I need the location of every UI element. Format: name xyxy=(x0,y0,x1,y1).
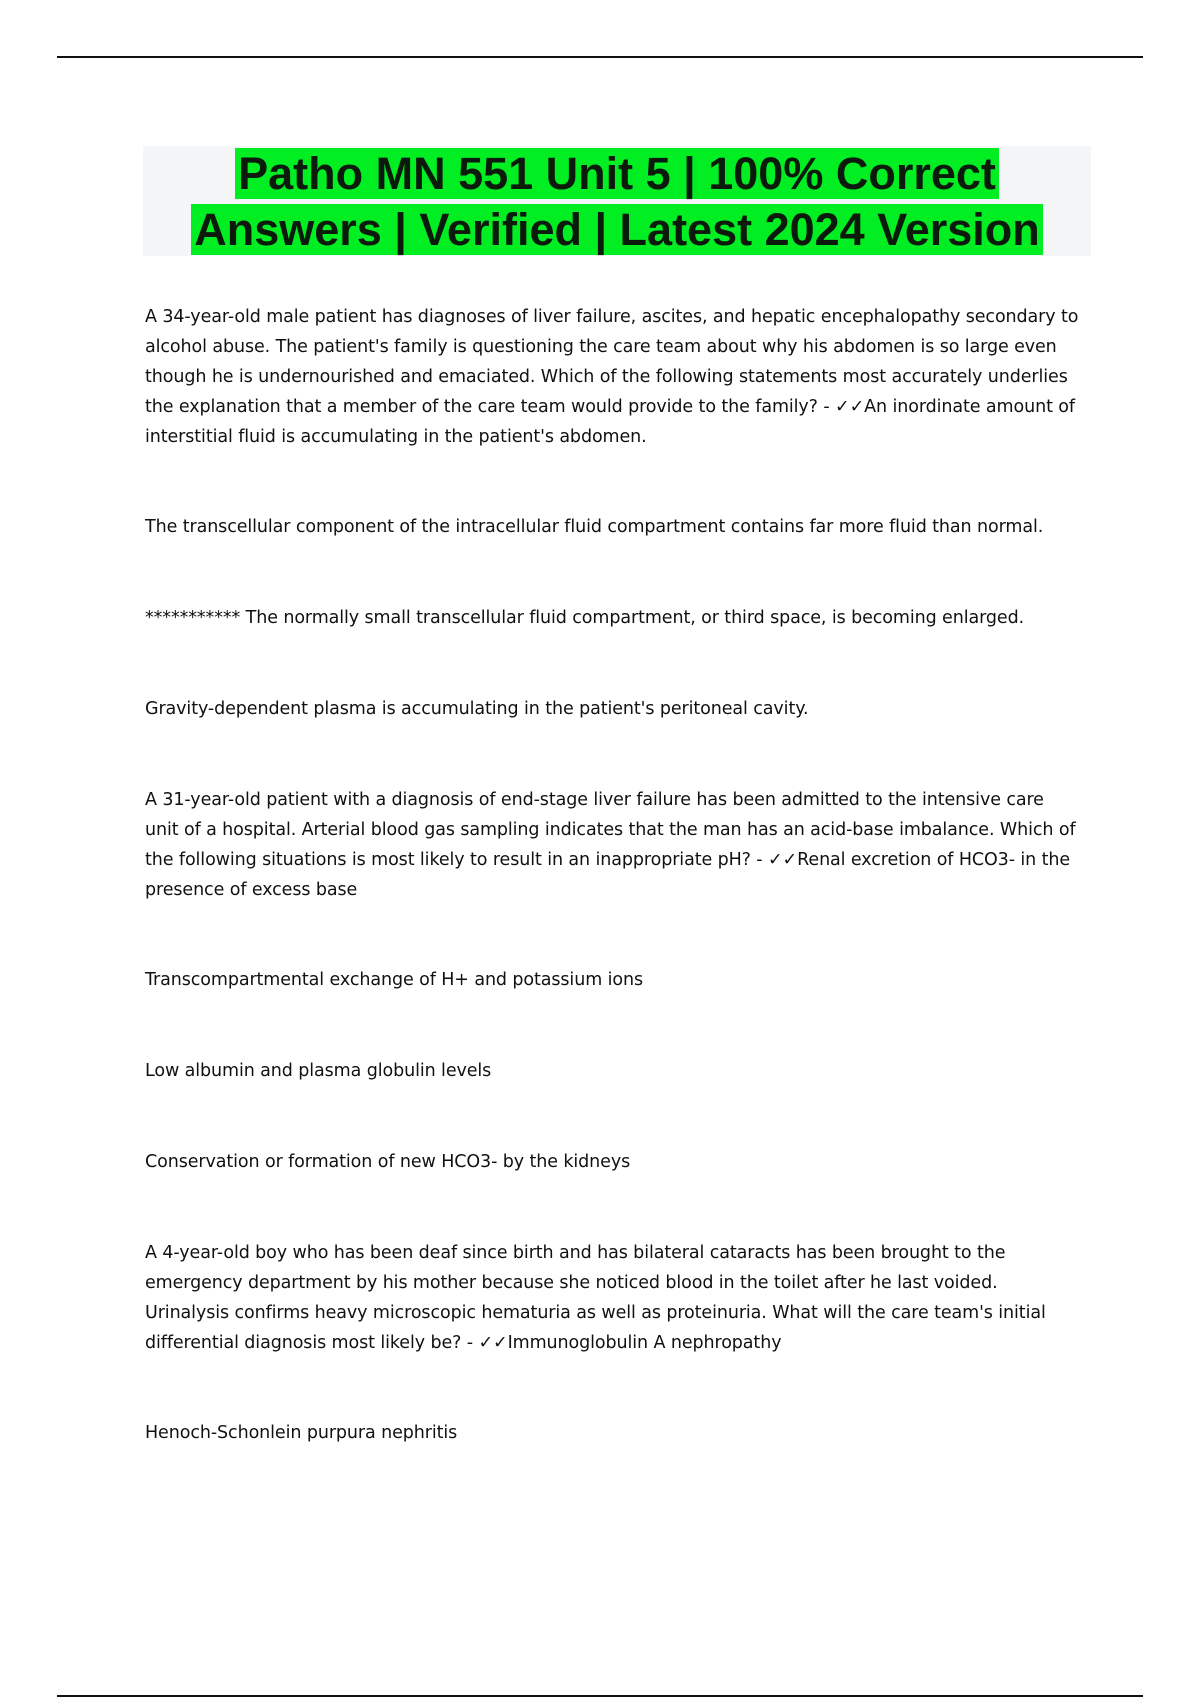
option-text: Conservation or formation of new HCO3- by the kidneys xyxy=(145,1152,631,1172)
top-rule xyxy=(57,56,1143,58)
bottom-rule xyxy=(57,1695,1143,1697)
option-text: Low albumin and plasma globulin levels xyxy=(145,1061,492,1081)
title-text-2: Answers | Verified | Latest 2024 Version xyxy=(191,204,1043,255)
answer-text: Renal excretion of HCO3- in the presence of excess base xyxy=(145,850,1071,900)
question-text: A 4-year-old boy who has been deaf since birth and has bilateral cataracts has been brought to the emergency department by his mother because she noticed blood in the toilet after he last voided. Urinalysis confirms heavy microscopic hematuria as well as proteinuria. What will the care team's initial differential diagnosis most likely be? - xyxy=(145,1243,1046,1353)
checkmark-icon: ✓✓ xyxy=(767,850,798,870)
option-text: The transcellular component of the intracellular fluid compartment contains far more fluid than normal. xyxy=(145,517,1044,537)
document-body xyxy=(145,302,1080,1509)
question-text: A 34-year-old male patient has diagnoses of liver failure, ascites, and hepatic encephalopathy secondary to alcohol abuse. The patient's family is questioning the care team about why his abdomen is so large even though he is undernourished and emaciated. Which of the following statements most accurately underlies the explanation that a member of the care team would provide to the family? - xyxy=(145,307,1079,417)
checkmark-icon: ✓✓ xyxy=(835,397,865,417)
title-line-2 xyxy=(143,202,1091,258)
answer-text: Immunoglobulin A nephropathy xyxy=(507,1333,782,1353)
answer-text: An inordinate amount of interstitial fluid is accumulating in the patient's abdomen. xyxy=(145,397,1075,447)
question-3 xyxy=(145,1238,1080,1358)
option-text: Transcompartmental exchange of H+ and potassium ions xyxy=(145,970,643,990)
title-box xyxy=(143,146,1091,256)
question-text: A 31-year-old patient with a diagnosis of end-stage liver failure has been admitted to the intensive care unit of a hospital. Arterial blood gas sampling indicates that the man has an acid-base imbalance. Which of the following situations is most likely to result in an inappropriate pH? - xyxy=(145,790,1076,870)
title-text-1: Patho MN 551 Unit 5 | 100% Correct xyxy=(235,148,999,199)
checkmark-icon: ✓✓ xyxy=(478,1333,508,1353)
option-text: Henoch-Schonlein purpura nephritis xyxy=(145,1423,458,1443)
question-1 xyxy=(145,302,1080,452)
question-2 xyxy=(145,785,1080,905)
option-text: Gravity-dependent plasma is accumulating in the patient's peritoneal cavity. xyxy=(145,699,809,719)
option-text: *********** The normally small transcellular fluid compartment, or third space, is becoming enlarged. xyxy=(145,608,1025,628)
title-line-1 xyxy=(143,146,1091,202)
